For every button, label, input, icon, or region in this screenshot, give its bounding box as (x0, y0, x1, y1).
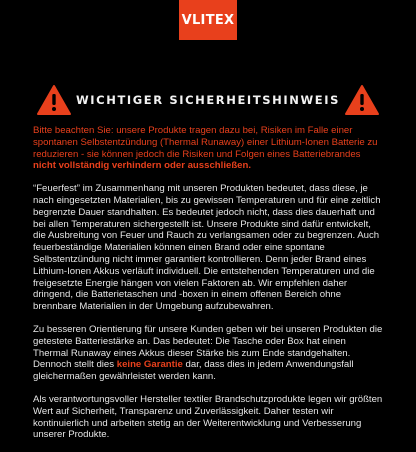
rating-text-after: dar, dass dies in jedem Anwendungsfall gleichermaßen gewährleistet werden kann. (33, 359, 354, 383)
intro-emphasis: nicht vollständig verhindern oder ausschließen. (33, 160, 252, 172)
battery-rating-paragraph (33, 324, 383, 383)
notice-body (33, 125, 383, 452)
brand-logo (179, 0, 237, 40)
page-title: WICHTIGER SICHERHEITSHINWEIS (76, 93, 340, 107)
no-guarantee-emphasis: keine Garantie (116, 359, 183, 371)
fireproof-paragraph: “Feuerfest” im Zusammenhang mit unseren Produkten bedeutet, dass diese, je nach eingesetzten Materialien, bis zu gewissen Temperaturen und für eine zeitlich begrenzte Dauer standhalten. Es bedeutet jedoch nicht, dass dies dauerhaft und bei allen Temperaturen sichergestellt ist. Unsere Produkte sind dafür entwickelt, die Ausbreitung von Feuer und Rauch zu verlangsamen oder zu begrenzen. Auch feuerbeständige Materialien können einen Brand oder eine spontane Selbstentzündung nicht immer garantiert kontrollieren. Denn jeder Brand eines Lithium-Ionen Akkus verläuft individuell. Die entstehenden Temperaturen und die freigesetzte Energie hängen von vielen Faktoren ab. Wir empfehlen daher dringend, die Batterietaschen und -boxen in einem offenen Bereich ohne brennbare Materialien in der Umgebung aufzubewahren. (33, 183, 381, 313)
brand-logo-text: VLITEX (181, 12, 235, 28)
intro-text: Bitte beachten Sie: unsere Produkte tragen dazu bei, Risiken im Falle einer spontanen Selbstentzündung (Thermal Runaway) einer Lithium-Ionen Batterie zu reduzieren - sie können jedoch die Risiken und Folgen eines Batteriebrandes (33, 125, 378, 160)
rating-text-before: Zu besseren Orientierung für unsere Kunden geben wir bei unseren Produkten die getestete Batteriestärke an. Das bedeutet: Die Tasche oder Box hat einen Thermal Runaway eines Akkus dieser Stärke bis zum Ende standgehalten. Dennoch stellt dies (33, 323, 383, 371)
manufacturer-paragraph: Als verantwortungsvoller Hersteller textiler Brandschutzprodukte legen wir größten Wert auf Sicherheit, Transparenz und Zuverlässigkeit. Daher testen wir kontinuierlich und arbeiten stetig an der Weiterentwicklung und Verbesserung unserer Produkte. (33, 393, 383, 441)
intro-paragraph (33, 125, 383, 172)
warning-triangle-icon (344, 84, 380, 116)
